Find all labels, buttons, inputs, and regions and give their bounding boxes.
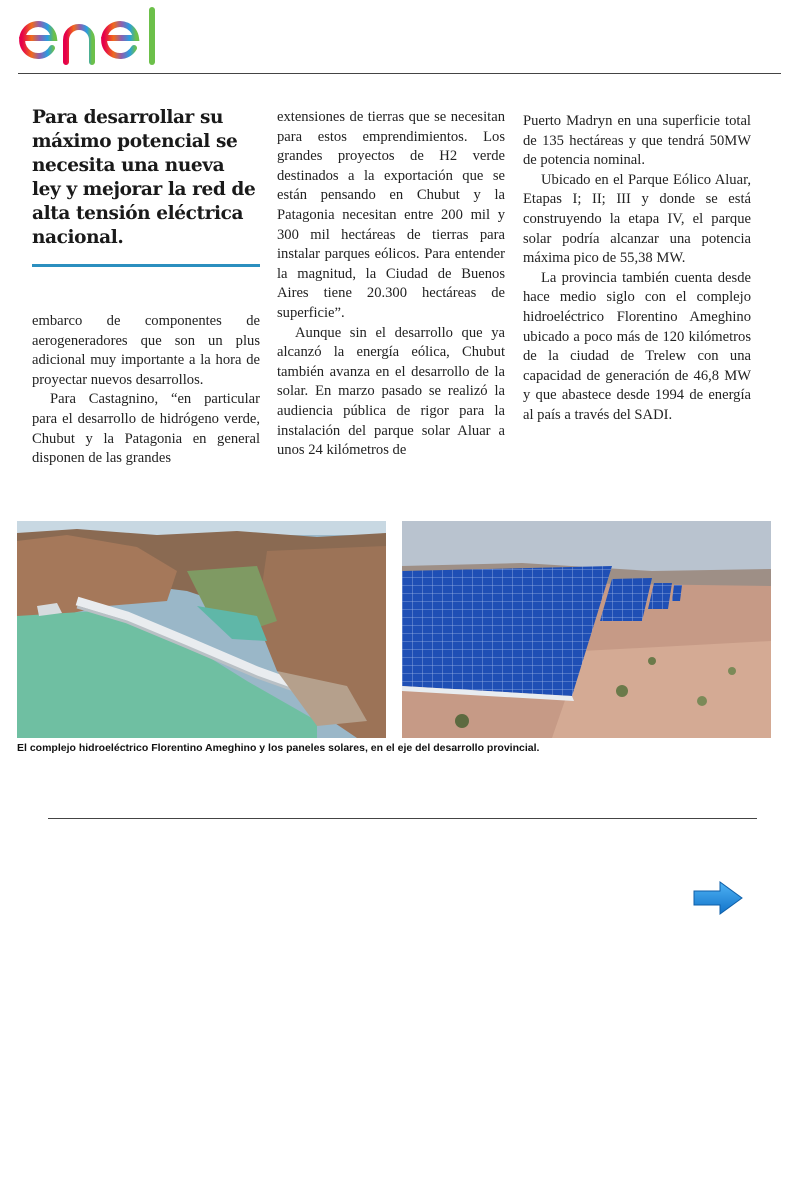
article-column-2 bbox=[277, 108, 505, 461]
arrow-right-icon[interactable] bbox=[692, 880, 744, 916]
pull-quote: Para desarrollar su máximo potencial se necesita una nueva ley y mejorar la red de alta tensión eléctrica nacional. bbox=[32, 107, 256, 248]
paragraph: Aunque sin el desarrollo que ya alcanzó la energía eólica, Chubut también avanza en el desarrollo de la solar. En marzo pasado se realizó la audiencia pública de rigor para la instalación del parque solar Aluar a unos 24 kilómetros de bbox=[277, 324, 505, 459]
article-column-3 bbox=[523, 112, 751, 426]
enel-logo bbox=[18, 4, 188, 70]
paragraph: Puerto Madryn en una superficie total de 135 hectáreas y que tendrá 50MW de potencia nominal. bbox=[523, 113, 751, 169]
article-column-1 bbox=[32, 106, 260, 469]
paragraph: embarco de componentes de aerogeneradores que son un plus adicional muy importante a la hora de proyectar nuevos desarrollos. bbox=[32, 313, 260, 388]
footer-rule bbox=[48, 818, 757, 819]
photo-caption: El complejo hidroeléctrico Florentino Ameghino y los paneles solares, en el eje del desarrollo provincial. bbox=[17, 742, 540, 754]
solar-panels-photo bbox=[402, 521, 771, 738]
paragraph: extensiones de tierras que se necesitan para estos emprendimientos. Los grandes proyectos de H2 verde destinados a la exportación que se están pensando en Chubut y la Patagonia necesitan entre 200 mil y 300 mil hectáreas de tierras para instalar parques eólicos. Para entender la magnitud, la Ciudad de Buenos Aires tiene 20.300 hectáreas de superficie”. bbox=[277, 109, 505, 321]
pull-quote-rule bbox=[32, 264, 260, 267]
paragraph: Ubicado en el Parque Eólico Aluar, Etapas I; II; III y donde se está construyendo la etapa IV, el parque solar podría alcanzar una potencia máxima pico de 55,38 MW. bbox=[523, 171, 751, 267]
paragraph: La provincia también cuenta desde hace medio siglo con el complejo hidroeléctrico Florentino Ameghino ubicado a poco más de 120 kilómetros de la ciudad de Trelew con una capacidad de generación de 46,8 MW y que abastece desde 1994 de energía al país a través del SADI. bbox=[523, 269, 751, 423]
paragraph: Para Castagnino, “en particular para el desarrollo de hidrógeno verde, Chubut y la Patagonia en general disponen de las grandes bbox=[32, 391, 260, 467]
dam-photo bbox=[17, 521, 386, 738]
header-rule bbox=[18, 73, 781, 74]
